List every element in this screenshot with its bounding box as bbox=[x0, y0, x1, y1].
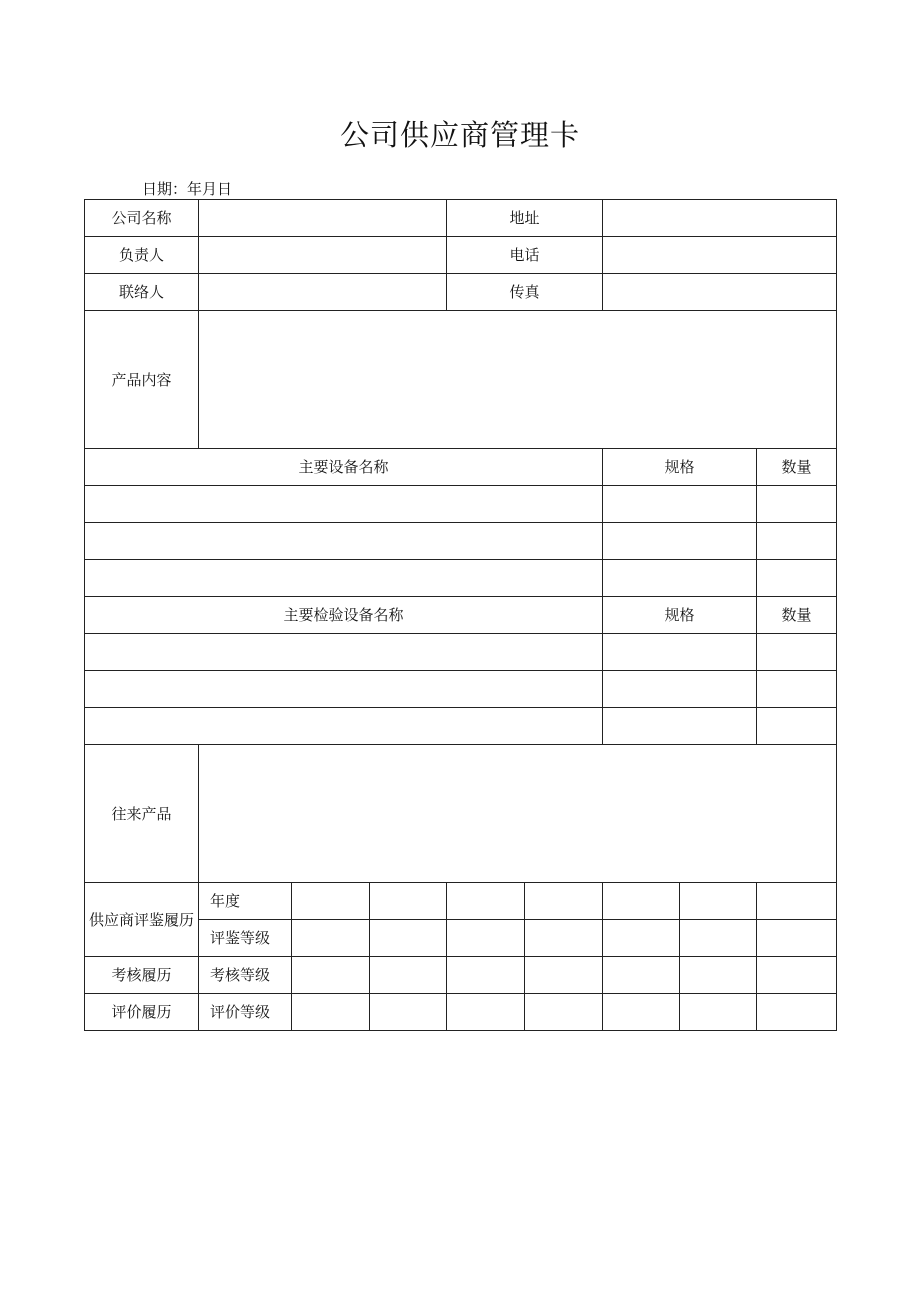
inspection-qty-cell[interactable] bbox=[757, 708, 837, 745]
assessment-history-label: 考核履历 bbox=[85, 957, 199, 994]
evaluation-cell[interactable] bbox=[370, 883, 447, 920]
rating-cell[interactable] bbox=[447, 994, 525, 1031]
contact-label: 联络人 bbox=[85, 274, 199, 311]
inspection-qty-cell[interactable] bbox=[757, 671, 837, 708]
phone-field[interactable] bbox=[603, 237, 837, 274]
evaluation-cell[interactable] bbox=[525, 883, 603, 920]
inspection-spec-cell[interactable] bbox=[603, 634, 757, 671]
evaluation-cell[interactable] bbox=[603, 920, 680, 957]
table-row bbox=[85, 523, 837, 560]
date-label: 日期：年月日 bbox=[142, 180, 233, 198]
past-products-field[interactable] bbox=[199, 745, 837, 883]
evaluation-cell[interactable] bbox=[525, 920, 603, 957]
equipment-qty-cell[interactable] bbox=[757, 523, 837, 560]
rating-grade-label: 评价等级 bbox=[199, 994, 292, 1031]
past-products-row bbox=[85, 745, 837, 883]
inspection-equipment-qty-header: 数量 bbox=[757, 597, 837, 634]
assessment-cell[interactable] bbox=[292, 957, 370, 994]
assessment-row bbox=[85, 957, 837, 994]
assessment-cell[interactable] bbox=[603, 957, 680, 994]
inspection-name-cell[interactable] bbox=[85, 708, 603, 745]
rating-row bbox=[85, 994, 837, 1031]
table-row bbox=[85, 671, 837, 708]
evaluation-cell[interactable] bbox=[292, 883, 370, 920]
evaluation-grade-label: 评鉴等级 bbox=[199, 920, 292, 957]
person-in-charge-label: 负责人 bbox=[85, 237, 199, 274]
assessment-cell[interactable] bbox=[680, 957, 757, 994]
equipment-spec-cell[interactable] bbox=[603, 486, 757, 523]
rating-cell[interactable] bbox=[292, 994, 370, 1031]
rating-cell[interactable] bbox=[603, 994, 680, 1031]
assessment-cell[interactable] bbox=[370, 957, 447, 994]
inspection-equipment-name-header: 主要检验设备名称 bbox=[85, 597, 603, 634]
equipment-qty-cell[interactable] bbox=[757, 560, 837, 597]
evaluation-cell[interactable] bbox=[680, 883, 757, 920]
inspection-name-cell[interactable] bbox=[85, 671, 603, 708]
table-row bbox=[85, 486, 837, 523]
fax-field[interactable] bbox=[603, 274, 837, 311]
assessment-cell[interactable] bbox=[525, 957, 603, 994]
rating-cell[interactable] bbox=[680, 994, 757, 1031]
evaluation-year-row bbox=[85, 883, 837, 920]
assessment-cell[interactable] bbox=[447, 957, 525, 994]
equipment-spec-cell[interactable] bbox=[603, 560, 757, 597]
info-row bbox=[85, 274, 837, 311]
inspection-spec-cell[interactable] bbox=[603, 708, 757, 745]
supplier-card-table bbox=[84, 199, 837, 1031]
inspection-equipment-spec-header: 规格 bbox=[603, 597, 757, 634]
table-row bbox=[85, 634, 837, 671]
evaluation-history-label: 供应商评鉴履历 bbox=[85, 883, 199, 957]
main-equipment-spec-header: 规格 bbox=[603, 449, 757, 486]
evaluation-cell[interactable] bbox=[757, 883, 837, 920]
product-content-label: 产品内容 bbox=[85, 311, 199, 449]
assessment-grade-label: 考核等级 bbox=[199, 957, 292, 994]
equipment-name-cell[interactable] bbox=[85, 560, 603, 597]
inspection-equipment-header-row bbox=[85, 597, 837, 634]
rating-cell[interactable] bbox=[757, 994, 837, 1031]
contact-field[interactable] bbox=[199, 274, 447, 311]
evaluation-cell[interactable] bbox=[447, 920, 525, 957]
table-row bbox=[85, 708, 837, 745]
rating-history-label: 评价履历 bbox=[85, 994, 199, 1031]
phone-label: 电话 bbox=[447, 237, 603, 274]
fax-label: 传真 bbox=[447, 274, 603, 311]
evaluation-cell[interactable] bbox=[447, 883, 525, 920]
equipment-qty-cell[interactable] bbox=[757, 486, 837, 523]
assessment-cell[interactable] bbox=[757, 957, 837, 994]
rating-cell[interactable] bbox=[370, 994, 447, 1031]
page-title: 公司供应商管理卡 bbox=[339, 118, 580, 152]
product-content-row bbox=[85, 311, 837, 449]
evaluation-cell[interactable] bbox=[292, 920, 370, 957]
main-equipment-qty-header: 数量 bbox=[757, 449, 837, 486]
evaluation-cell[interactable] bbox=[757, 920, 837, 957]
evaluation-cell[interactable] bbox=[603, 883, 680, 920]
info-row bbox=[85, 237, 837, 274]
evaluation-cell[interactable] bbox=[680, 920, 757, 957]
product-content-field[interactable] bbox=[199, 311, 837, 449]
past-products-label: 往来产品 bbox=[85, 745, 199, 883]
inspection-name-cell[interactable] bbox=[85, 634, 603, 671]
company-name-label: 公司名称 bbox=[85, 200, 199, 237]
evaluation-cell[interactable] bbox=[370, 920, 447, 957]
person-in-charge-field[interactable] bbox=[199, 237, 447, 274]
equipment-spec-cell[interactable] bbox=[603, 523, 757, 560]
rating-cell[interactable] bbox=[525, 994, 603, 1031]
address-field[interactable] bbox=[603, 200, 837, 237]
main-equipment-name-header: 主要设备名称 bbox=[85, 449, 603, 486]
info-row bbox=[85, 200, 837, 237]
address-label: 地址 bbox=[447, 200, 603, 237]
evaluation-year-label: 年度 bbox=[199, 883, 292, 920]
table-row bbox=[85, 560, 837, 597]
inspection-spec-cell[interactable] bbox=[603, 671, 757, 708]
inspection-qty-cell[interactable] bbox=[757, 634, 837, 671]
company-name-field[interactable] bbox=[199, 200, 447, 237]
equipment-name-cell[interactable] bbox=[85, 486, 603, 523]
equipment-name-cell[interactable] bbox=[85, 523, 603, 560]
main-equipment-header-row bbox=[85, 449, 837, 486]
